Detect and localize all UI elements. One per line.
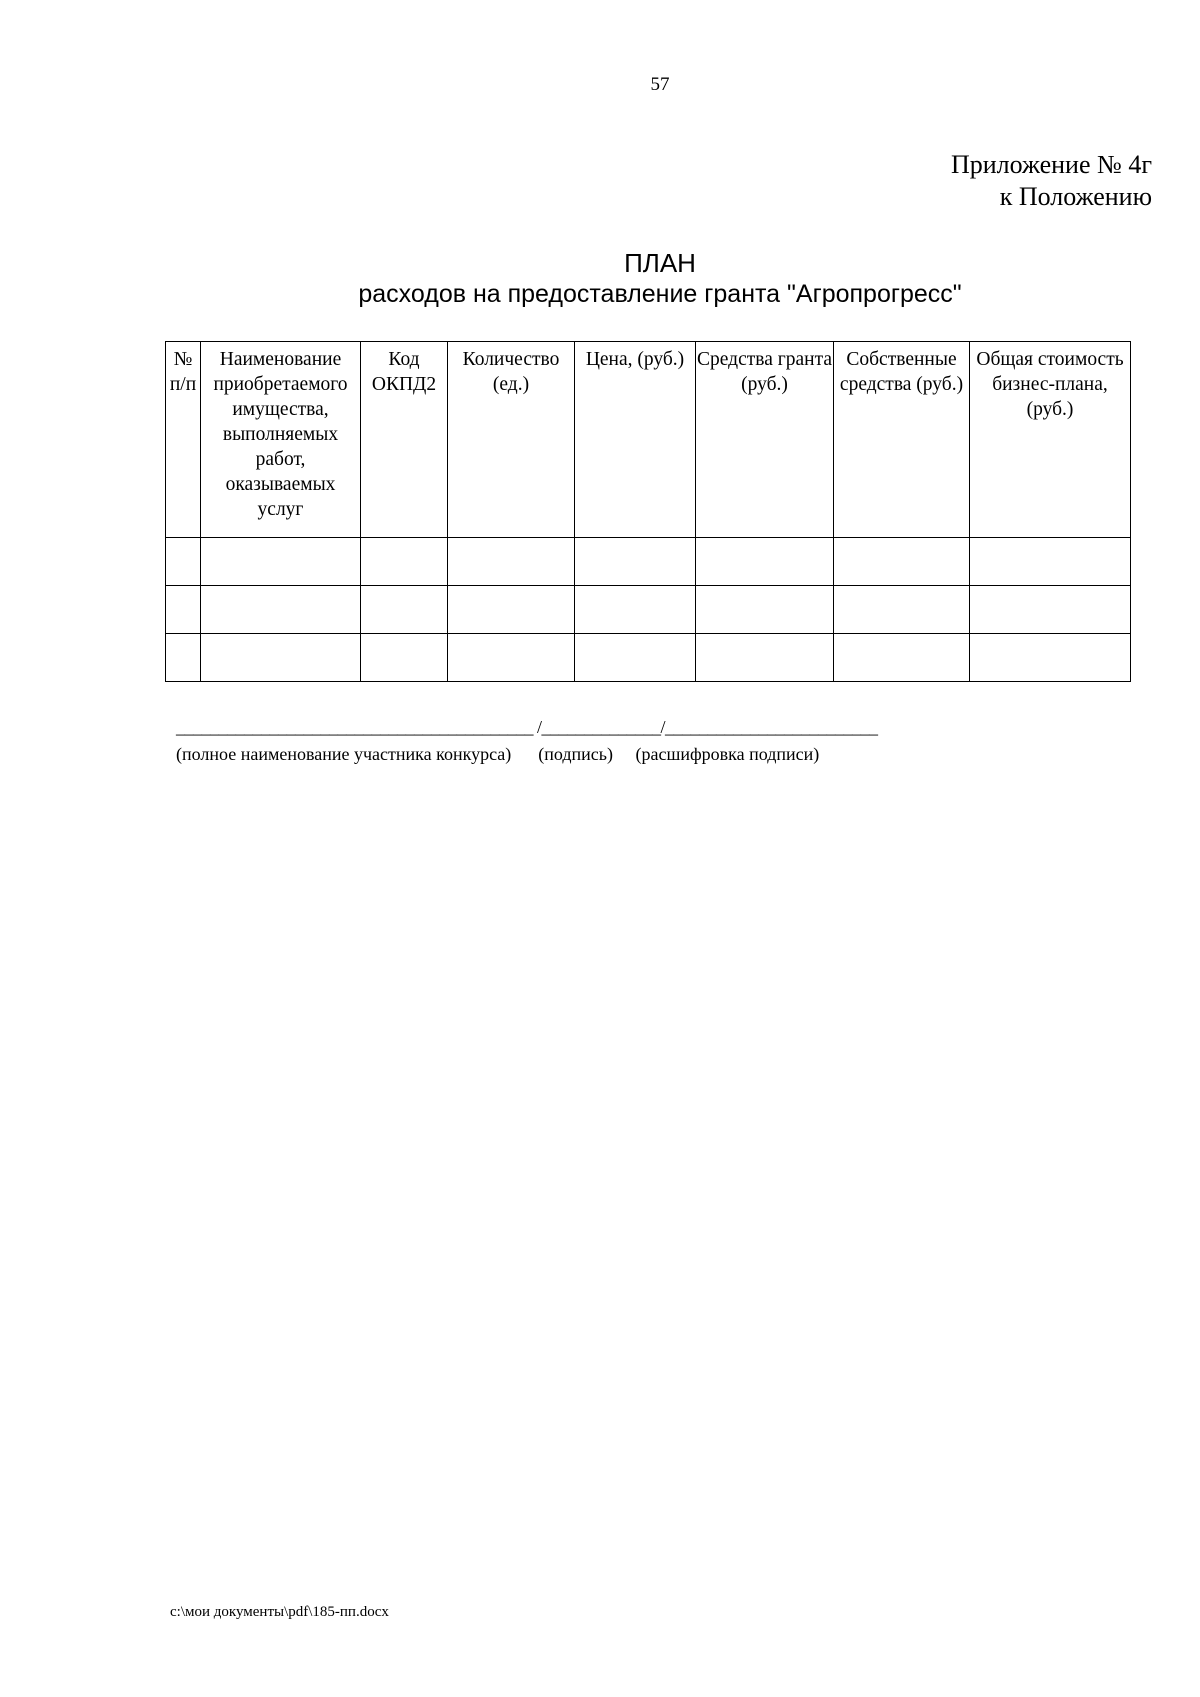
table-cell[interactable] <box>575 586 696 634</box>
table-cell[interactable] <box>361 538 448 586</box>
table-cell[interactable] <box>696 634 834 682</box>
table-cell[interactable] <box>834 586 970 634</box>
header-cell-item-name: Наименование приобретаемого имущества, выполняемых работ, оказываемых услуг <box>201 342 361 538</box>
header-cell-total-cost: Общая стоимость бизнес-плана, (руб.) <box>970 342 1131 538</box>
appendix-line-1: Приложение № 4г <box>950 150 1152 179</box>
table-cell[interactable] <box>361 586 448 634</box>
table-cell[interactable] <box>696 586 834 634</box>
table-cell[interactable] <box>361 634 448 682</box>
table-cell[interactable] <box>166 634 201 682</box>
header-cell-okpd2: Код ОКПД2 <box>361 342 448 538</box>
header-cell-grant-funds: Средства гранта (руб.) <box>696 342 834 538</box>
table-cell[interactable] <box>166 586 201 634</box>
table-cell[interactable] <box>448 586 575 634</box>
table-row <box>166 634 1131 682</box>
table-cell[interactable] <box>696 538 834 586</box>
expense-plan-table <box>165 341 1131 682</box>
table-row <box>166 538 1131 586</box>
table-cell[interactable] <box>166 538 201 586</box>
table-cell[interactable] <box>970 538 1131 586</box>
table-cell[interactable] <box>575 634 696 682</box>
footer-file-path: c:\мои документы\pdf\185-пп.docx <box>170 1604 389 1620</box>
table-cell[interactable] <box>834 634 970 682</box>
signature-captions <box>176 744 819 765</box>
title-block <box>0 247 1200 309</box>
caption-signature-decoding: (расшифровка подписи) <box>635 744 820 764</box>
table-cell[interactable] <box>834 538 970 586</box>
caption-signature: (подпись) <box>538 744 613 764</box>
appendix-block <box>951 149 1152 213</box>
header-cell-number: № п/п <box>166 342 201 538</box>
table-cell[interactable] <box>448 634 575 682</box>
header-cell-own-funds: Собственные средства (руб.) <box>834 342 970 538</box>
table-cell[interactable] <box>201 586 361 634</box>
table-header-row <box>166 342 1131 538</box>
document-subtitle: расходов на предоставление гранта "Агропрогресс" <box>358 280 962 308</box>
table-cell[interactable] <box>448 538 575 586</box>
table-cell[interactable] <box>970 586 1131 634</box>
page-number: 57 <box>650 74 670 95</box>
signature-lines: __________________________________________ /______________/_________________________ <box>176 717 878 737</box>
appendix-line-2: к Положению <box>999 182 1152 211</box>
table-cell[interactable] <box>575 538 696 586</box>
header-cell-quantity: Количество (ед.) <box>448 342 575 538</box>
table-cell[interactable] <box>201 634 361 682</box>
caption-participant-name: (полное наименование участника конкурса) <box>176 744 512 764</box>
document-title: ПЛАН <box>624 248 696 278</box>
table-row <box>166 586 1131 634</box>
header-cell-price: Цена, (руб.) <box>575 342 696 538</box>
table-cell[interactable] <box>201 538 361 586</box>
table-cell[interactable] <box>970 634 1131 682</box>
